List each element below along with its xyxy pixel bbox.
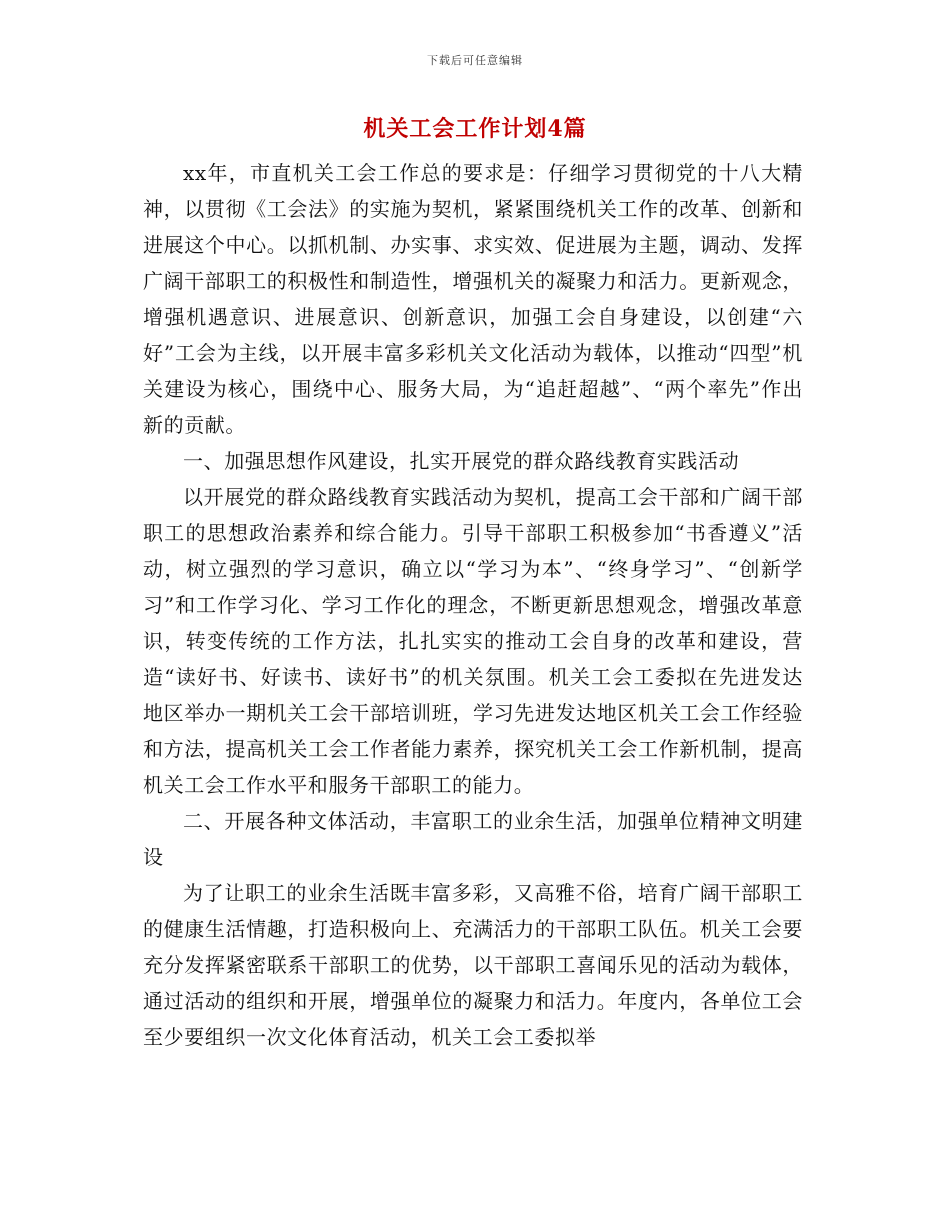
paragraph-section-2: 为了让职工的业余生活既丰富多彩，又高雅不俗，培育广阔干部职工的健康生活情趣，打造积极向上、充满活力的干部职工队伍。机关工会要充分发挥紧密联系干部职工的优势，以干部职工喜闻乐见的活动为载体，通过活动的组织和开展，增强单位的凝聚力和活力。年度内，各单位工会至少要组织一次文化体育活动，机关工会工委拟举 [143,881,803,1049]
section-heading-2: 二、开展各种文体活动，丰富职工的业余生活，加强单位精神文明建设 [143,809,803,869]
header-note: 下载后可任意编辑 [427,54,523,67]
document-title: 机关工会工作计划4篇 [363,116,587,142]
paragraph-intro: xx年，市直机关工会工作总的要求是：仔细学习贯彻党的十八大精神，以贯彻《工会法》的实施为契机，紧紧围绕机关工作的改革、创新和进展这个中心。以抓机制、办实事、求实效、促进展为主题，调动、发挥广阔干部职工的积极性和制造性，增强机关的凝聚力和活力。更新观念，增强机遇意识、进展意识、创新意识，加强工会自身建设，以创建“六好”工会为主线，以开展丰富多彩机关文化活动为载体，以推动“四型”机关建设为核心，围绕中心、服务大局，为“追赶超越”、“两个率先”作出新的贡献。 [143,161,803,437]
document-body [143,155,803,1055]
section-heading-1: 一、加强思想作风建设，扎实开展党的群众路线教育实践活动 [183,449,740,473]
paragraph-section-1: 以开展党的群众路线教育实践活动为契机，提高工会干部和广阔干部职工的思想政治素养和综合能力。引导干部职工积极参加“书香遵义”活动，树立强烈的学习意识，确立以“学习为本”、“终身学习”、“创新学习”和工作学习化、学习工作化的理念，不断更新思想观念，增强改革意识，转变传统的工作方法，扎扎实实的推动工会自身的改革和建设，营造“读好书、好读书、读好书”的机关氛围。机关工会工委拟在先进发达地区举办一期机关工会干部培训班，学习先进发达地区机关工会工作经验和方法，提高机关工会工作者能力素养，探究机关工会工作新机制，提高机关工会工作水平和服务干部职工的能力。 [143,485,803,797]
